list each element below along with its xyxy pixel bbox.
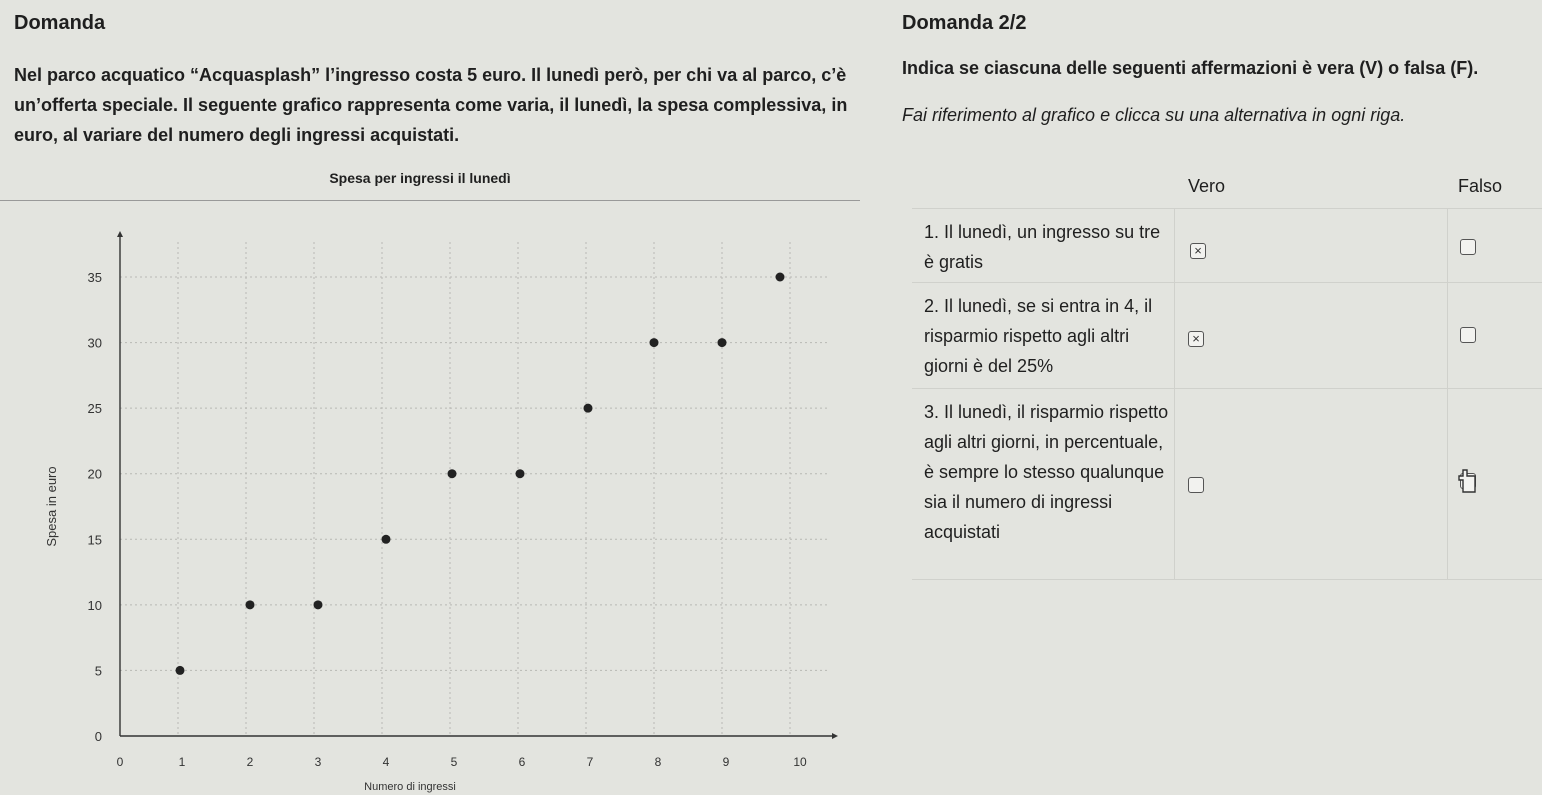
hand-pointer-icon — [1455, 468, 1479, 494]
cell-vero-3 — [1174, 389, 1448, 579]
x-tick-label: 9 — [722, 755, 730, 769]
checkbox-vero-2[interactable] — [1188, 331, 1204, 347]
column-header-vero: Vero — [1188, 176, 1226, 196]
data-point — [776, 273, 785, 282]
x-tick-label: 6 — [518, 755, 526, 769]
x-mark-icon: × — [1194, 243, 1202, 258]
y-tick-label: 30 — [87, 335, 102, 351]
scatter-chart — [0, 200, 870, 794]
checkbox-vero-1[interactable] — [1190, 243, 1206, 259]
x-tick-label: 2 — [246, 755, 254, 769]
x-tick-label: 7 — [586, 755, 594, 769]
y-tick-label: 25 — [87, 401, 102, 417]
x-tick-label: 8 — [654, 755, 662, 769]
question-intro-text: Nel parco acquatico “Acquasplash” l’ingresso costa 5 euro. Il lunedì però, per chi va al parco, c’è un’offerta speciale. Il seguente grafico rappresenta come varia, il lunedì, la spesa complessiva, in euro, al variare del numero degli ingressi acquistati. — [14, 65, 848, 145]
y-axis-title: Spesa in euro — [44, 466, 59, 547]
data-point — [382, 535, 391, 544]
data-point — [584, 404, 593, 413]
statement-text-3: 3. Il lunedì, il risparmio rispetto agli altri giorni, in percentuale, è sempre lo stesso qualunque sia il numero di ingressi acquistati — [924, 402, 1169, 542]
data-point — [448, 469, 457, 478]
statement-text-2: 2. Il lunedì, se si entra in 4, il risparmio rispetto agli altri giorni è del 25% — [924, 296, 1153, 376]
cell-vero-2 — [1174, 283, 1448, 389]
question-hint: Fai riferimento al grafico e clicca su una alternativa in ogni riga. — [902, 105, 1406, 125]
x-tick-label: 5 — [450, 755, 458, 769]
data-point — [718, 338, 727, 347]
checkbox-falso-2[interactable] — [1460, 327, 1476, 343]
x-tick-label: 0 — [116, 755, 124, 769]
x-axis-arrow-icon — [832, 733, 838, 739]
y-tick-label: 10 — [87, 597, 102, 613]
data-point — [516, 469, 525, 478]
x-tick-label: 1 — [178, 755, 186, 769]
x-axis-title: Numero di ingressi — [364, 781, 456, 793]
data-point — [176, 666, 185, 675]
y-tick-label: 35 — [87, 270, 102, 285]
statement-row-3 — [912, 388, 1542, 580]
data-point — [650, 338, 659, 347]
x-mark-icon: × — [1192, 331, 1200, 346]
y-tick-label: 0 — [94, 729, 102, 744]
cell-vero-1 — [1174, 209, 1448, 283]
checkbox-falso-1[interactable] — [1460, 239, 1476, 255]
checkbox-vero-3[interactable] — [1188, 477, 1204, 493]
y-tick-label: 5 — [94, 663, 102, 679]
statement-row-2 — [912, 282, 1542, 389]
x-tick-label: 10 — [793, 755, 807, 769]
question-header: Domanda — [14, 12, 106, 34]
y-tick-label: 20 — [87, 466, 102, 482]
data-point — [246, 600, 255, 609]
x-tick-label: 3 — [314, 755, 322, 769]
question-instruction: Indica se ciascuna delle seguenti affermazioni è vera (V) o falsa (F). — [902, 58, 1479, 78]
data-point — [314, 600, 323, 609]
statement-text-1: 1. Il lunedì, un ingresso su tre è gratis — [924, 222, 1161, 272]
question-counter: Domanda 2/2 — [902, 12, 1027, 34]
x-tick-label: 4 — [382, 755, 390, 769]
y-tick-label: 15 — [87, 532, 102, 548]
column-header-falso: Falso — [1458, 176, 1503, 196]
y-axis-arrow-icon — [117, 231, 123, 237]
chart-title: Spesa per ingressi il lunedì — [329, 170, 511, 186]
statement-row-1 — [912, 208, 1542, 283]
